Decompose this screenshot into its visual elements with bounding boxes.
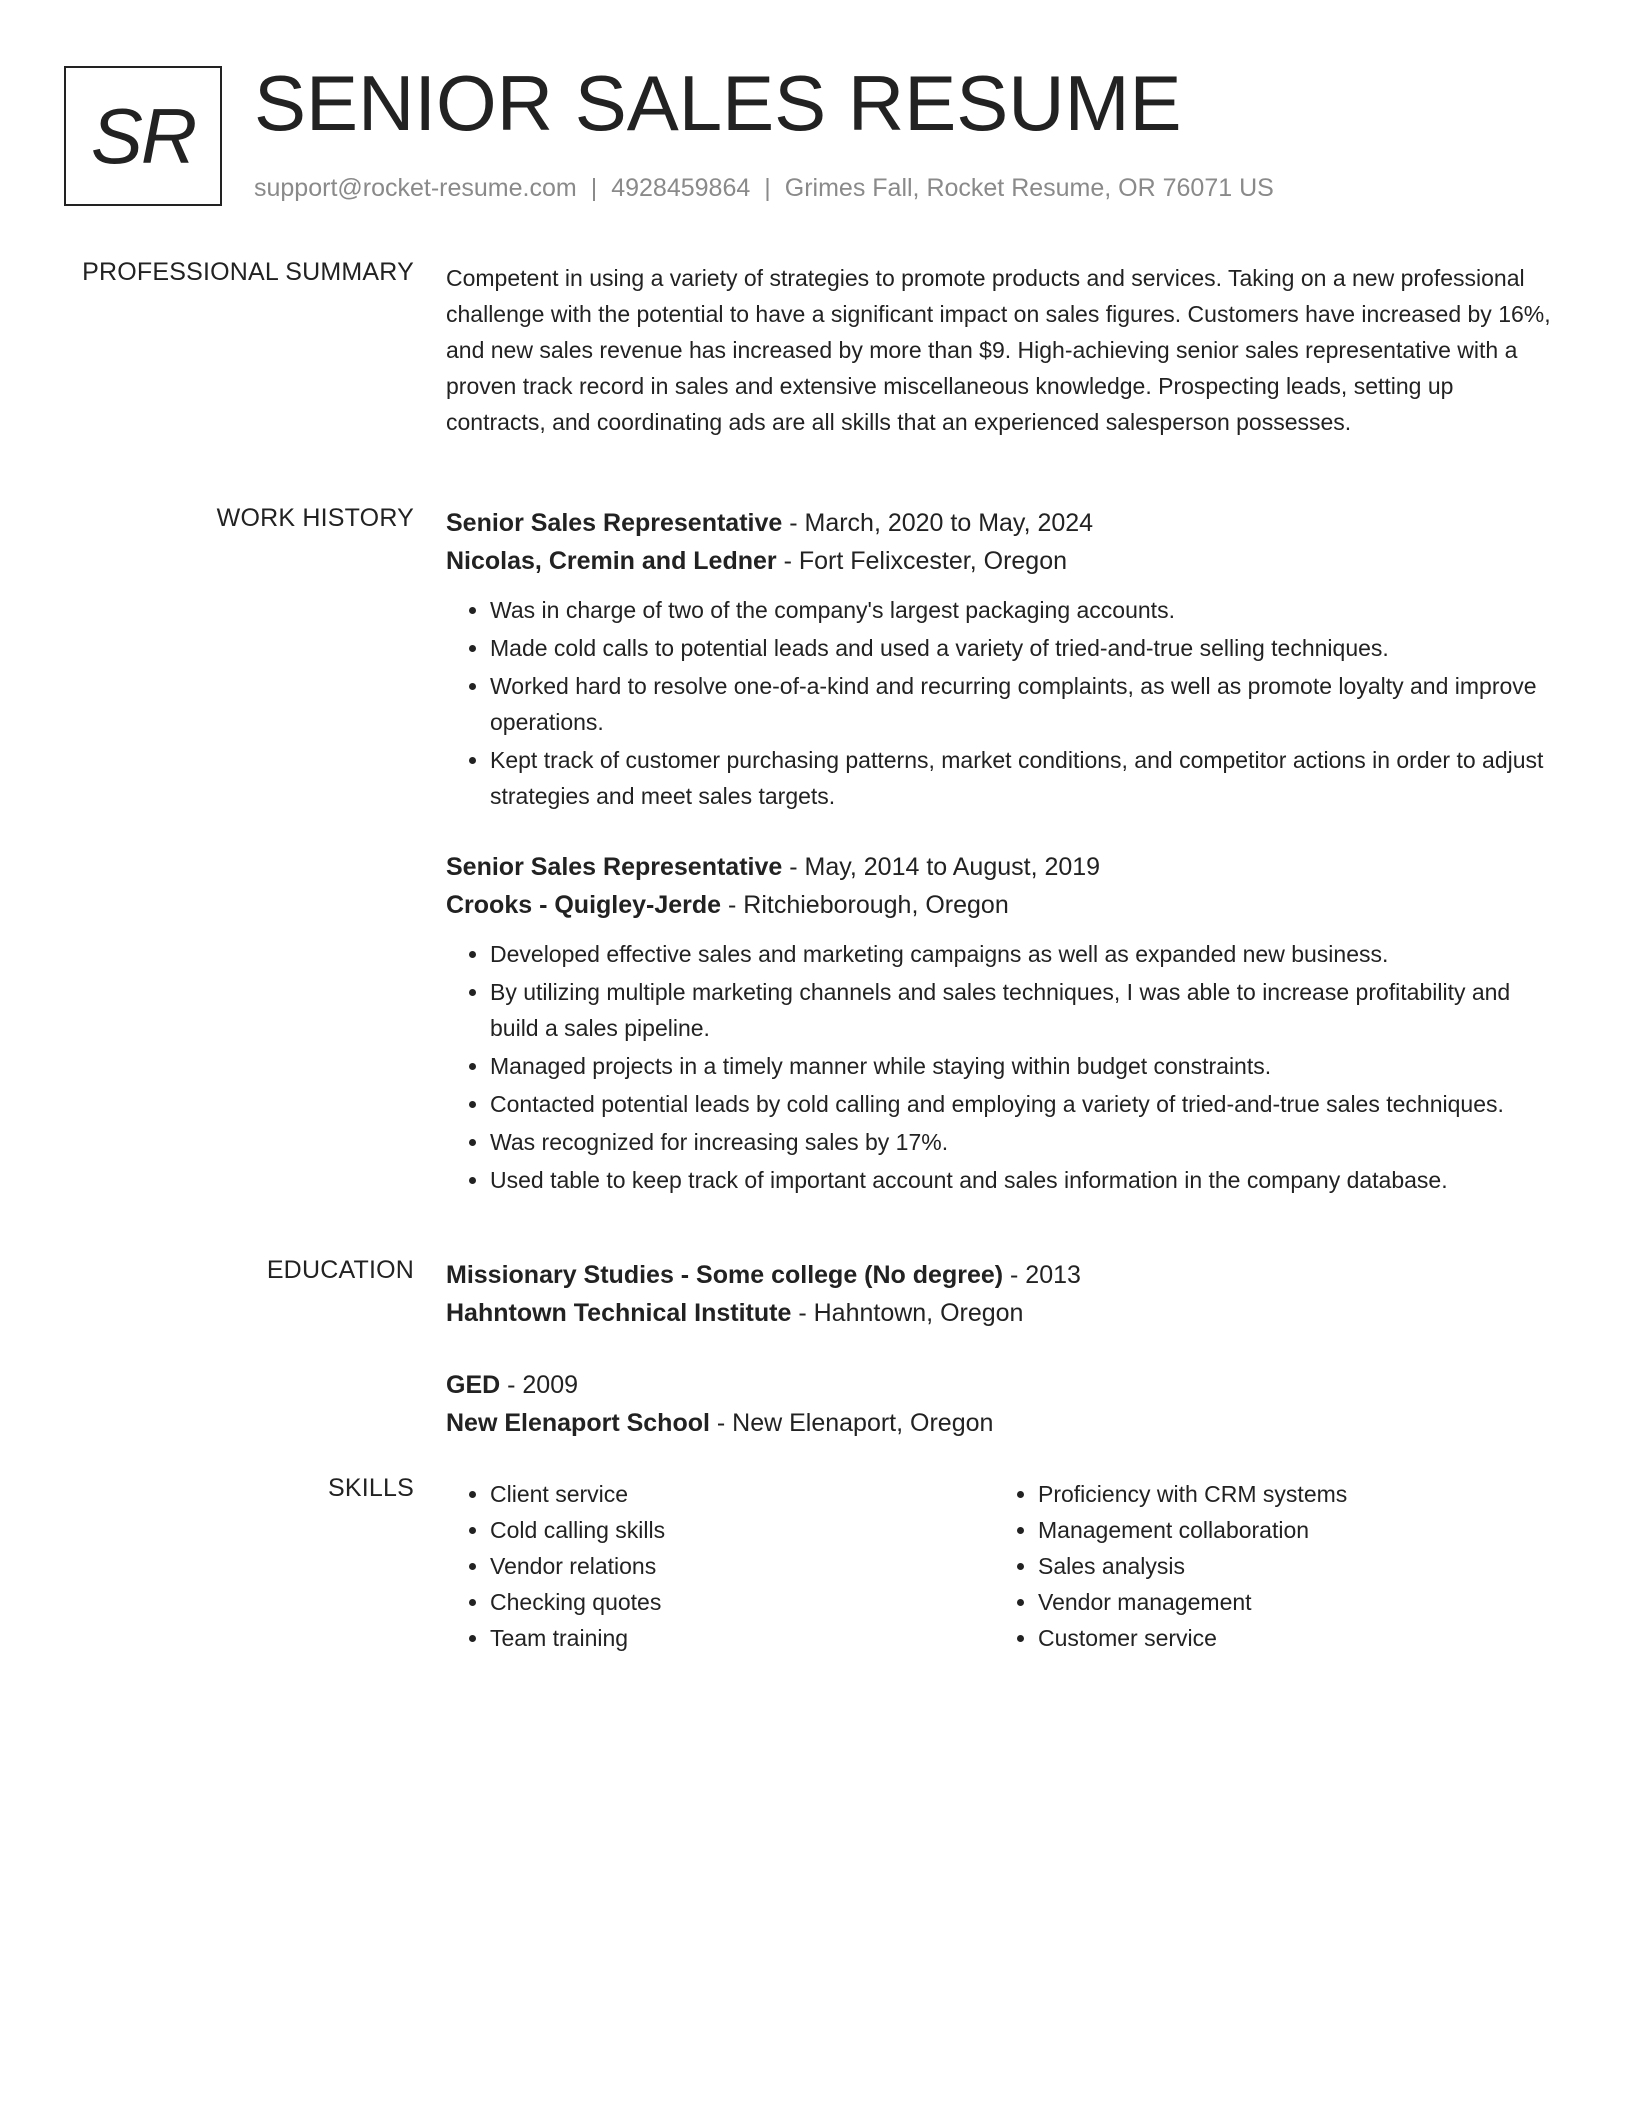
contact-separator: | xyxy=(764,174,771,202)
education-school-line xyxy=(446,1294,1558,1332)
job-bullet: • Kept track of customer purchasing patterns, market conditions, and competitor actions in order to adjust strategies and meet sales targets. xyxy=(490,742,1558,814)
summary-body xyxy=(446,260,1558,440)
summary-text: Competent in using a variety of strategies to promote products and services. Taking on a new professional challenge with the potential to have a significant impact on sales figures. Customers have increased by 16%, and new sales revenue has increased by more than $9. High-achieving senior sales representative with a proven track record in sales and extensive miscellaneous knowledge. Prospecting leads, setting up contracts, and coordinating ads are all skills that an experienced salesperson possesses. xyxy=(446,265,1551,435)
contact-phone: 4928459864 xyxy=(611,174,751,202)
job-company-line xyxy=(446,542,1558,580)
job-bullet: • Used table to keep track of important account and sales information in the company database. xyxy=(490,1162,1558,1198)
education-body xyxy=(446,1256,1558,1442)
section-label-work: WORK HISTORY xyxy=(216,504,414,532)
skill-item: • Proficiency with CRM systems xyxy=(1038,1476,1542,1512)
education-degree: Missionary Studies - Some college (No degree) xyxy=(446,1261,1004,1289)
skill-item: • Vendor relations xyxy=(490,1548,994,1584)
job-bullets xyxy=(446,936,1558,1198)
section-label-skills: SKILLS xyxy=(328,1474,414,1502)
education-entry xyxy=(446,1366,1558,1442)
skills-list xyxy=(446,1476,994,1656)
education-degree-line xyxy=(446,1256,1558,1294)
job-entry xyxy=(446,848,1558,1198)
job-title: Senior Sales Representative xyxy=(446,853,783,881)
education-school-line xyxy=(446,1404,1558,1442)
education-year: - 2013 xyxy=(1003,1261,1081,1289)
job-bullet: • Contacted potential leads by cold calling and employing a variety of tried-and-true sales techniques. xyxy=(490,1086,1558,1122)
job-dates: - March, 2020 to May, 2024 xyxy=(782,509,1094,537)
education-location: - Hahntown, Oregon xyxy=(791,1299,1024,1327)
job-dates: - May, 2014 to August, 2019 xyxy=(782,853,1101,881)
education-year: - 2009 xyxy=(500,1371,579,1399)
work-body xyxy=(446,504,1558,1200)
job-bullet: • Managed projects in a timely manner while staying within budget constraints. xyxy=(490,1048,1558,1084)
job-bullet: • Made cold calls to potential leads and used a variety of tried-and-true selling techniques. xyxy=(490,630,1558,666)
contact-separator: | xyxy=(590,174,598,202)
job-title-line xyxy=(446,848,1558,886)
job-bullet: • By utilizing multiple marketing channels and sales techniques, I was able to increase profitability and build a sales pipeline. xyxy=(490,974,1558,1046)
job-location: - Ritchieborough, Oregon xyxy=(721,891,1009,919)
resume-title: SENIOR SALES RESUME xyxy=(254,59,1182,147)
job-entry xyxy=(446,504,1558,814)
monogram-initials: SR xyxy=(90,91,196,180)
skills-column-right xyxy=(994,1476,1542,1656)
education-school: New Elenaport School xyxy=(446,1409,710,1437)
section-label-education: EDUCATION xyxy=(266,1256,414,1284)
education-location: - New Elenaport, Oregon xyxy=(709,1409,994,1437)
education-school: Hahntown Technical Institute xyxy=(446,1299,792,1327)
monogram-logo xyxy=(64,66,222,206)
job-title: Senior Sales Representative xyxy=(446,509,783,537)
section-label-summary: PROFESSIONAL SUMMARY xyxy=(82,258,414,286)
job-bullet: • Worked hard to resolve one-of-a-kind and recurring complaints, as well as promote loyalty and improve operations. xyxy=(490,668,1558,740)
job-company-line xyxy=(446,886,1558,924)
contact-email: support@rocket-resume.com xyxy=(254,174,577,202)
job-bullets xyxy=(446,592,1558,814)
skill-item: • Checking quotes xyxy=(490,1584,994,1620)
contact-line xyxy=(254,174,1274,203)
job-company: Nicolas, Cremin and Ledner xyxy=(446,547,777,575)
skill-item: • Team training xyxy=(490,1620,994,1656)
job-bullet: • Was recognized for increasing sales by 17%. xyxy=(490,1124,1558,1160)
skills-body xyxy=(446,1476,1558,1656)
job-title-line xyxy=(446,504,1558,542)
job-bullet: • Developed effective sales and marketing campaigns as well as expanded new business. xyxy=(490,936,1558,972)
education-degree-line xyxy=(446,1366,1558,1404)
skill-item: • Vendor management xyxy=(1038,1584,1542,1620)
skills-column-left xyxy=(446,1476,994,1656)
skill-item: • Client service xyxy=(490,1476,994,1512)
education-entry xyxy=(446,1256,1558,1332)
skill-item: • Cold calling skills xyxy=(490,1512,994,1548)
job-bullet: • Was in charge of two of the company's largest packaging accounts. xyxy=(490,592,1558,628)
skill-item: • Management collaboration xyxy=(1038,1512,1542,1548)
skill-item: • Sales analysis xyxy=(1038,1548,1542,1584)
skills-grid xyxy=(446,1476,1558,1656)
skill-item: • Customer service xyxy=(1038,1620,1542,1656)
job-company: Crooks - Quigley-Jerde xyxy=(446,891,722,919)
education-degree: GED xyxy=(446,1371,501,1399)
contact-address: Grimes Fall, Rocket Resume, OR 76071 US xyxy=(784,174,1274,202)
skills-list xyxy=(994,1476,1542,1656)
job-location: - Fort Felixcester, Oregon xyxy=(776,547,1068,575)
